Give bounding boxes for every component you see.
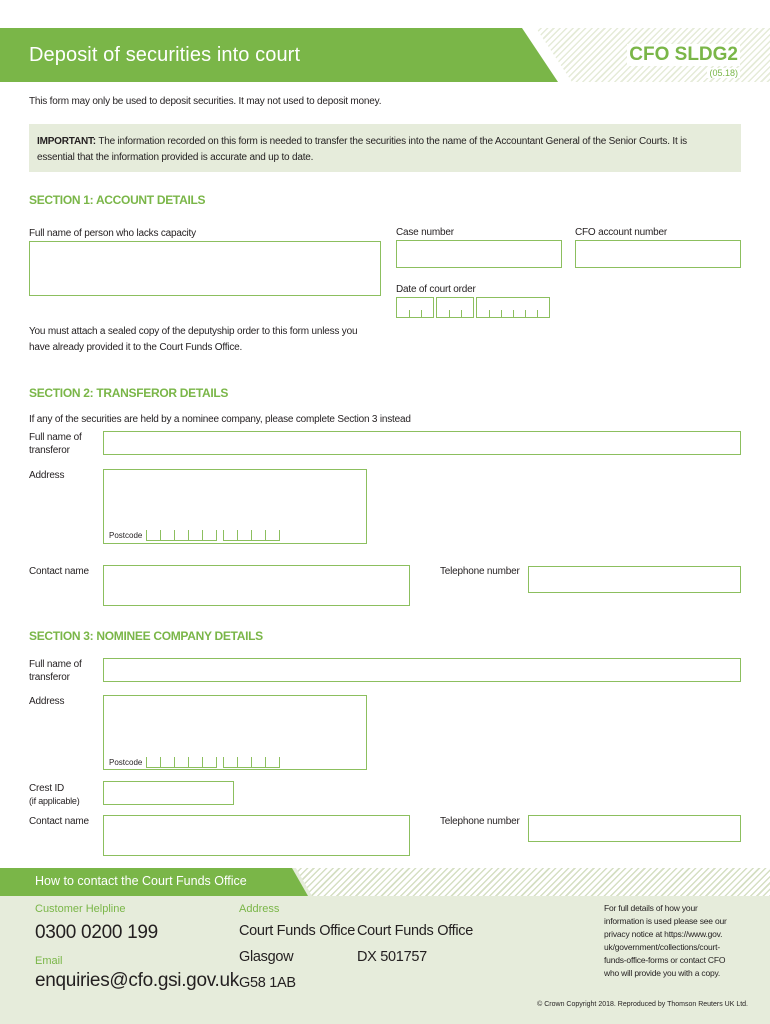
address-col2-line-1: Court Funds Office	[357, 923, 474, 939]
address-col1-line-2: Glasgow	[239, 949, 294, 965]
section-2-heading	[29, 386, 228, 400]
nominee-name-label-2: transferor	[29, 672, 70, 683]
page-title: Deposit of securities into court	[29, 44, 301, 66]
important-label: IMPORTANT:	[37, 136, 96, 147]
date-of-court-order-field[interactable]	[396, 297, 550, 318]
section-1-title: ACCOUNT DETAILS	[95, 193, 206, 207]
privacy-line: uk/government/collections/court-	[604, 942, 720, 952]
transferor-postcode-label: Postcode	[109, 531, 143, 540]
crest-id-input[interactable]	[103, 781, 234, 805]
nominee-telephone-label: Telephone number	[440, 816, 520, 827]
transferor-contact-input[interactable]	[103, 565, 410, 606]
transferor-name-input[interactable]	[103, 431, 741, 455]
transferor-name-label	[29, 431, 82, 457]
nominee-name-label-1: Full name of	[29, 659, 82, 670]
nominee-postcode-field[interactable]	[109, 757, 280, 768]
section-3-number: SECTION 3:	[29, 629, 94, 643]
privacy-line: For full details of how your	[604, 903, 698, 913]
footer-title: How to contact the Court Funds Office	[35, 874, 247, 888]
section-1-number: SECTION 1:	[29, 193, 94, 207]
transferor-telephone-label: Telephone number	[440, 566, 520, 577]
address-col1-line-1: Court Funds Office	[239, 923, 356, 939]
cfo-account-label: CFO account number	[575, 227, 667, 238]
privacy-line: who will provide you with a copy.	[604, 968, 721, 978]
transferor-telephone-input[interactable]	[528, 566, 741, 593]
attach-note	[29, 324, 357, 356]
section-2-number: SECTION 2:	[29, 386, 94, 400]
intro-text: This form may only be used to deposit securities. It may not used to deposit money.	[29, 96, 382, 107]
privacy-line: information is used please see our	[604, 916, 727, 926]
form-version: (05.18)	[709, 68, 738, 78]
helpline-heading: Customer Helpline	[35, 903, 126, 915]
transferor-address-label: Address	[29, 470, 65, 481]
section-1-heading	[29, 193, 205, 207]
privacy-line: privacy notice at https://www.gov.	[604, 929, 723, 939]
attach-note-line-1: You must attach a sealed copy of the deputyship order to this form unless you	[29, 326, 358, 337]
cfo-account-input[interactable]	[575, 240, 741, 268]
attach-note-line-2: have already provided it to the Court Funds Office.	[29, 342, 243, 353]
nominee-address-label: Address	[29, 696, 65, 707]
full-name-label: Full name of person who lacks capacity	[29, 228, 196, 239]
date-label: Date of court order	[396, 284, 476, 295]
crest-id-label	[29, 782, 80, 808]
crest-id-label-text: Crest ID	[29, 783, 65, 794]
copyright: © Crown Copyright 2018. Reproduced by Thomson Reuters UK Ltd.	[537, 1001, 748, 1008]
transferor-contact-label: Contact name	[29, 566, 89, 577]
important-line-2: essential that the information provided is accurate and up to date.	[37, 152, 314, 163]
nominee-postcode-label: Postcode	[109, 758, 143, 767]
section-3-heading	[29, 629, 263, 643]
nominee-name-label	[29, 658, 82, 684]
nominee-name-input[interactable]	[103, 658, 741, 682]
section-2-note: If any of the securities are held by a nominee company, please complete Section 3 instead	[29, 414, 411, 425]
transferor-name-label-1: Full name of	[29, 432, 82, 443]
section-3-title: NOMINEE COMPANY DETAILS	[96, 629, 263, 643]
address-heading: Address	[239, 903, 280, 915]
case-number-input[interactable]	[396, 240, 562, 268]
footer-hatch-decoration	[296, 868, 770, 896]
email-link[interactable]: enquiries@cfo.gsi.gov.uk	[35, 970, 239, 991]
nominee-contact-label: Contact name	[29, 816, 89, 827]
nominee-contact-input[interactable]	[103, 815, 410, 856]
privacy-line: funds-office-forms or contact CFO	[604, 955, 726, 965]
important-line-1: The information recorded on this form is needed to transfer the securities into the name of the Accountant General of the Senior Courts. It is	[98, 136, 687, 147]
nominee-telephone-input[interactable]	[528, 815, 741, 842]
transferor-postcode-field[interactable]	[109, 530, 280, 541]
privacy-notice	[604, 902, 744, 980]
crest-id-sub: (if applicable)	[29, 796, 80, 806]
address-col1-line-3: G58 1AB	[239, 975, 296, 991]
address-col2-line-2: DX 501757	[357, 949, 427, 965]
email-heading: Email	[35, 955, 63, 967]
full-name-input[interactable]	[29, 241, 381, 296]
important-notice	[29, 124, 741, 172]
helpline-number[interactable]: 0300 0200 199	[35, 922, 158, 943]
transferor-name-label-2: transferor	[29, 445, 70, 456]
form-code: CFO SLDG2	[629, 44, 738, 65]
section-2-title: TRANSFEROR DETAILS	[96, 386, 229, 400]
case-number-label: Case number	[396, 227, 454, 238]
